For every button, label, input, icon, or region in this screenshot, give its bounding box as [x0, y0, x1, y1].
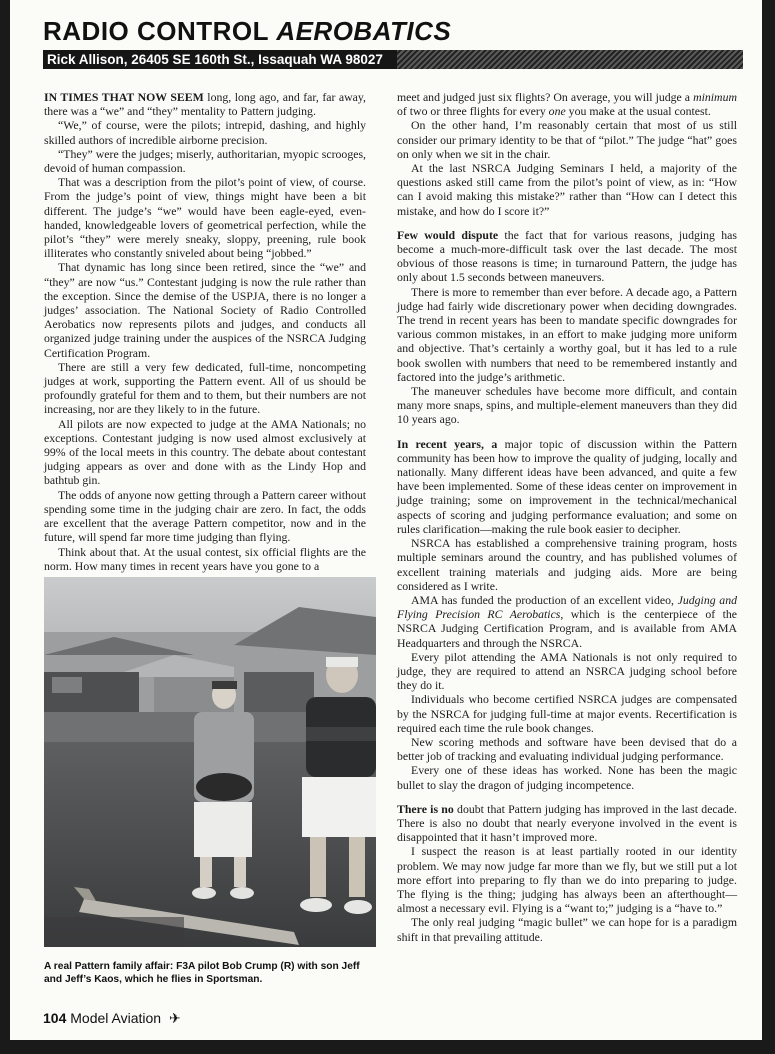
right-paragraph-8: NSRCA has established a comprehensive training program, hosts multiple seminars around the country, and has published volumes of excellent training materials and judging aids. More are being considered as I write.	[397, 536, 737, 593]
right-p4-text: the fact that for various reasons, judging has become a much-more-difficult task over the last decade. The most obvious of those reasons is time; in turnaround Pattern, the judge has only about 1.5 seconds between maneuvers.	[397, 227, 737, 285]
column-title	[43, 16, 451, 47]
right-paragraph-11: Individuals who become certified NSRCA judges are compensated by the NSRCA for judging full-time at major events. Recertification is required each time the rule book changes.	[397, 692, 737, 735]
right-paragraph-15: I suspect the reason is at least partially rooted in our identity problem. We may now judge far more than we fly, but we still put a lot more effort into preparing to fly than we do into preparing to judge. The flying is the thing; judging has always been an afterthought—almost a necessary evil. Flying is a “want to;” judging is a “have to.”	[397, 844, 737, 916]
page-number: 104	[43, 1010, 67, 1026]
right-paragraph-13: Every one of these ideas has worked. None has been the magic bullet to slay the dragon of judging incompetence.	[397, 763, 737, 792]
right-column	[397, 90, 737, 1002]
airplane-icon: ✈	[168, 1010, 181, 1026]
title-radio-control: RADIO CONTROL	[43, 16, 269, 46]
right-p9-a: AMA has funded the production of an excellent video,	[411, 592, 678, 607]
right-p9-b: , which is the centerpiece of the NSRCA Judging Certification Program, and is available from AMA Headquarters and through the NSRCA.	[397, 607, 737, 650]
magazine-page	[10, 0, 762, 1040]
photo-illustration	[44, 577, 376, 947]
right-paragraph-7	[397, 437, 737, 536]
lead-there-is-no: There is no	[397, 801, 454, 816]
left-paragraph-1	[44, 90, 366, 118]
right-p1-emphasis-minimum: minimum	[693, 90, 737, 104]
right-paragraph-5: There is more to remember than ever before. A decade ago, a Pattern judge had fairly wide discretionary power when deciding downgrades. The trend in recent years has been to mandate specific downgrades for various common mistakes, in an effort to make judging more uniform and objective. That’s certainly a worthy goal, but it has led to a rule book swollen with numbers that need to be remembered instantly and factored into the judge’s arithmetic.	[397, 284, 737, 384]
right-p7-text: major topic of discussion within the Pattern community has been how to improve the quality of judging, locally and nationally. Many different ideas have been advanced, and quite a few have been implemented. Some of these ideas center on improvement in judge training; some on improvement in the technical/mechanical aspects of scoring and judging performance evaluation; and some on rules clarification—making the rule book easier to decipher.	[397, 436, 737, 536]
lead-few-would-dispute: Few would dispute	[397, 227, 499, 242]
page-footer	[43, 1010, 181, 1027]
right-p1-b: of two or three flights for every	[397, 104, 549, 119]
right-paragraph-6: The maneuver schedules have become more difficult, and contain many more snaps, spins, and multiple-element maneuvers than they did 10 years ago.	[397, 384, 737, 427]
left-paragraph-2: “We,” of course, were the pilots; intrepid, dashing, and highly skilled authors of incredible airborne precision.	[44, 118, 366, 147]
right-paragraph-12: New scoring methods and software have been devised that do a better job of tracking and evaluating individual judging performance.	[397, 734, 737, 764]
photo-bob-and-jeff-crump	[44, 577, 376, 947]
video-title: Judging and Flying Precision RC Aerobatics	[397, 592, 737, 622]
right-paragraph-3: At the last NSRCA Judging Seminars I held, a majority of the questions asked still came from the pilot’s point of view, as in: “How can I avoid making this mistake?” rather than “How can I detect this mistake, and how do I score it?”	[397, 161, 737, 218]
author-bar	[43, 50, 743, 69]
right-p1-a: meet and judged just six flights? On average, you will judge a	[397, 90, 694, 104]
right-p14-text: doubt that Pattern judging has improved in the last decade. There is also no doubt that nearly everyone involved in the event is disappointed that it hasn’t improved more.	[397, 801, 737, 845]
magazine-name: Model Aviation	[70, 1010, 162, 1026]
right-paragraph-14	[397, 802, 737, 845]
left-paragraph-8: The odds of anyone now getting through a Pattern career without spending some time in the judging chair are zero. In fact, the odds are excellent that the average Pattern competitor, now and in the future, will spend far more time judging than flying.	[44, 487, 366, 545]
lead-in-recent-years: In recent years, a	[397, 436, 498, 451]
right-paragraph-16: The only real judging “magic bullet” we can hope for is a paradigm shift in that prevailing attitude.	[397, 915, 737, 944]
lead-in-times: IN TIMES THAT NOW SEEM	[44, 90, 204, 104]
author-address: Rick Allison, 26405 SE 160th St., Issaquah WA 98027	[43, 50, 397, 69]
right-p1-emphasis-one: one	[548, 104, 566, 119]
left-paragraph-5: That dynamic has long since been retired, since the “we” and “they” are now “us.” Contestant judging is now the rule rather than the exception. Since the demise of the USPJA, there is no longer a judges’ association. The National Society of Radio Controlled Aerobatics now represents pilots and judges, and conducts all organized judge training under the auspices of the NSRCA Judging Certification Program.	[44, 260, 366, 360]
left-paragraph-4: That was a description from the pilot’s point of view, of course. From the judge’s point of view, things might have been a bit different. The judge’s “we” would have been eagle-eyed, even-handed, knowledgeable lovers of geometrical perfection, while the pilot’s “they” were merely sneaky, sloppy, preening, rule book illiterates who constantly sniveled about being “jobbed.”	[44, 175, 366, 261]
right-paragraph-10: Every pilot attending the AMA Nationals is not only required to judge, they are required to attend an NSRCA judging school before they do it.	[397, 649, 737, 693]
left-paragraph-3: “They” were the judges; miserly, authoritarian, myopic scrooges, devoid of human compassion.	[44, 146, 366, 176]
left-paragraph-7: All pilots are now expected to judge at the AMA Nationals; no exceptions. Contestant judging is now used almost exclusively at 99% of the local meets in this country. The debate about contestant judging appears as over and done with as the Lindy Hop and bathtub gin.	[44, 416, 366, 488]
left-column	[44, 90, 366, 573]
right-paragraph-2: On the other hand, I’m reasonably certain that most of us still consider our primary identity to be that of “pilot.” The judge “hat” goes on only when we sit in the chair.	[397, 118, 737, 161]
title-aerobatics: AEROBATICS	[276, 16, 452, 46]
right-paragraph-9	[397, 593, 737, 650]
left-paragraph-6: There are still a very few dedicated, full-time, noncompeting judges at work, supporting the Pattern event. All of us should be profoundly grateful for them and to them, but their numbers are not increasing, nor are they likely to in the future.	[44, 359, 366, 417]
left-paragraph-9: Think about that. At the usual contest, six official flights are the norm. How many times in recent years have you gone to a	[44, 544, 366, 573]
photo-caption: A real Pattern family affair: F3A pilot Bob Crump (R) with son Jeff and Jeff’s Kaos, which he flies in Sportsman.	[44, 961, 360, 985]
right-p1-c: you make at the usual contest.	[565, 104, 711, 119]
right-paragraph-1	[397, 90, 737, 118]
right-paragraph-4	[397, 228, 737, 285]
left-paragraph-1-text: long, long ago, and far, far away, there was a “we” and “they” mentality to Pattern judging.	[44, 90, 366, 119]
